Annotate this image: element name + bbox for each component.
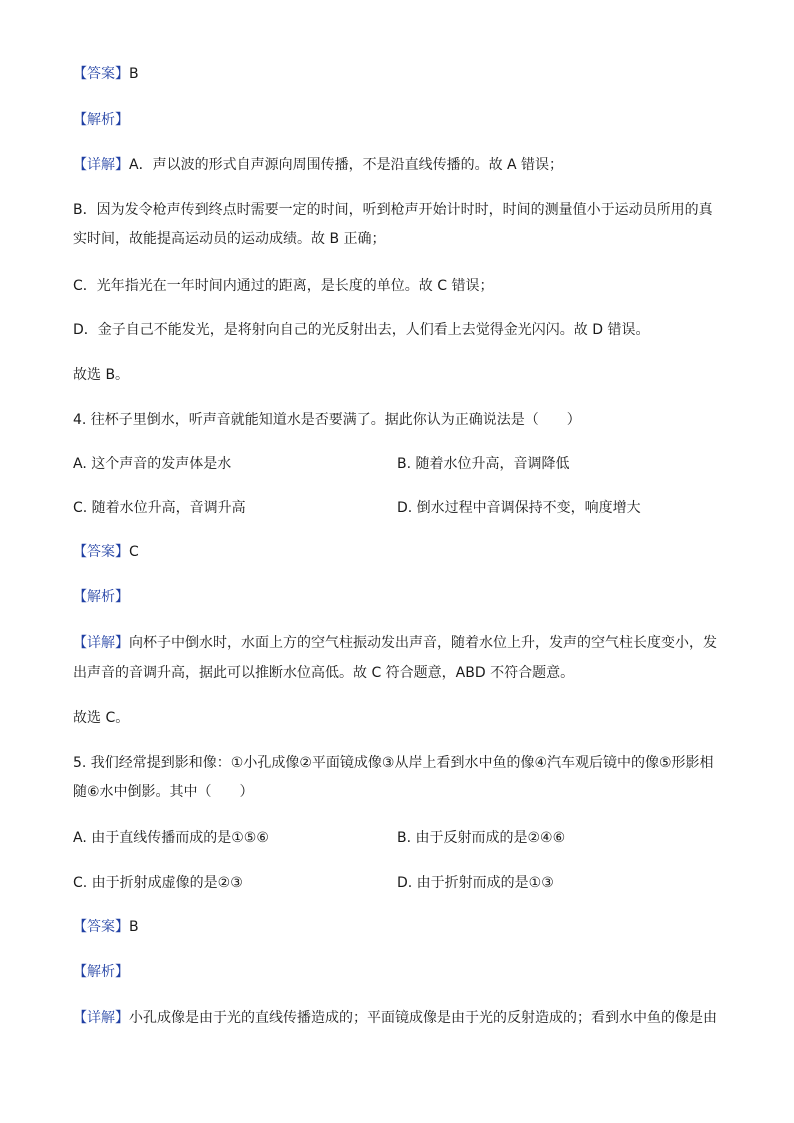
detail-text: A．声以波的形式自声源向周围传播，不是沿直线传播的。故 A 错误； — [129, 157, 564, 173]
q3-answer — [73, 64, 733, 84]
q5-analysis — [73, 962, 733, 982]
q4-option-b: B. 随着水位升高，音调降低 — [397, 456, 570, 472]
q5-option-b: B. 由于反射而成的是②④⑥ — [397, 830, 566, 846]
analysis-tag: 【解析】 — [73, 112, 129, 128]
detail-text: 小孔成像是由于光的直线传播造成的；平面镜成像是由于光的反射造成的；看到水中鱼的像是由 — [129, 1010, 717, 1026]
detail-tag: 【详解】 — [73, 1010, 129, 1026]
q4-analysis — [73, 587, 733, 607]
answer-value: B — [129, 66, 139, 82]
q4-stem: 4. 往杯子里倒水，听声音就能知道水是否要满了。据此你认为正确说法是（ ） — [73, 412, 581, 428]
q5-option-d: D. 由于折射而成的是①③ — [397, 875, 554, 891]
q4-detail-line-1 — [73, 633, 733, 653]
answer-tag: 【答案】 — [73, 544, 129, 560]
q4-option-d: D. 倒水过程中音调保持不变，响度增大 — [397, 500, 641, 516]
detail-tag: 【详解】 — [73, 635, 129, 651]
q3-detail-line-1 — [73, 155, 733, 175]
q5-option-c: C. 由于折射成虚像的是②③ — [73, 875, 243, 891]
analysis-tag: 【解析】 — [73, 964, 129, 980]
analysis-tag: 【解析】 — [73, 589, 129, 605]
q4-conclusion: 故选 C。 — [73, 710, 130, 726]
q5-detail-line-1 — [73, 1008, 733, 1028]
q3-detail-line-3: 实时间，故能提高运动员的运动成绩。故 B 正确； — [73, 231, 386, 247]
q5-stem-line-1: 5. 我们经常提到影和像：①小孔成像②平面镜成像③从岸上看到水中鱼的像④汽车观后镜中的像⑤形影相 — [73, 755, 714, 771]
q3-conclusion: 故选 B。 — [73, 367, 130, 383]
answer-value: B — [129, 919, 139, 935]
detail-tag: 【详解】 — [73, 157, 129, 173]
answer-tag: 【答案】 — [73, 919, 129, 935]
q3-detail-line-4: C．光年指光在一年时间内通过的距离，是长度的单位。故 C 错误； — [73, 278, 494, 294]
q4-option-a: A. 这个声音的发声体是水 — [73, 456, 232, 472]
q4-option-c: C. 随着水位升高，音调升高 — [73, 500, 246, 516]
q4-answer — [73, 542, 733, 562]
q3-analysis — [73, 110, 733, 130]
detail-text: 向杯子中倒水时，水面上方的空气柱振动发出声音，随着水位上升，发声的空气柱长度变小，发 — [129, 635, 717, 651]
q5-stem-line-2: 随⑥水中倒影。其中（ ） — [73, 784, 254, 800]
q5-option-a: A. 由于直线传播而成的是①⑤⑥ — [73, 830, 269, 846]
q3-detail-line-5: D．金子自己不能发光，是将射向自己的光反射出去，人们看上去觉得金光闪闪。故 D 错误。 — [73, 322, 650, 338]
answer-tag: 【答案】 — [73, 66, 129, 82]
q5-answer — [73, 917, 733, 937]
q4-detail-line-2: 出声音的音调升高，据此可以推断水位高低。故 C 符合题意，ABD 不符合题意。 — [73, 665, 575, 681]
answer-value: C — [129, 544, 139, 560]
q3-detail-line-2: B．因为发令枪声传到终点时需要一定的时间，听到枪声开始计时时，时间的测量值小于运动员所用的真 — [73, 202, 713, 218]
